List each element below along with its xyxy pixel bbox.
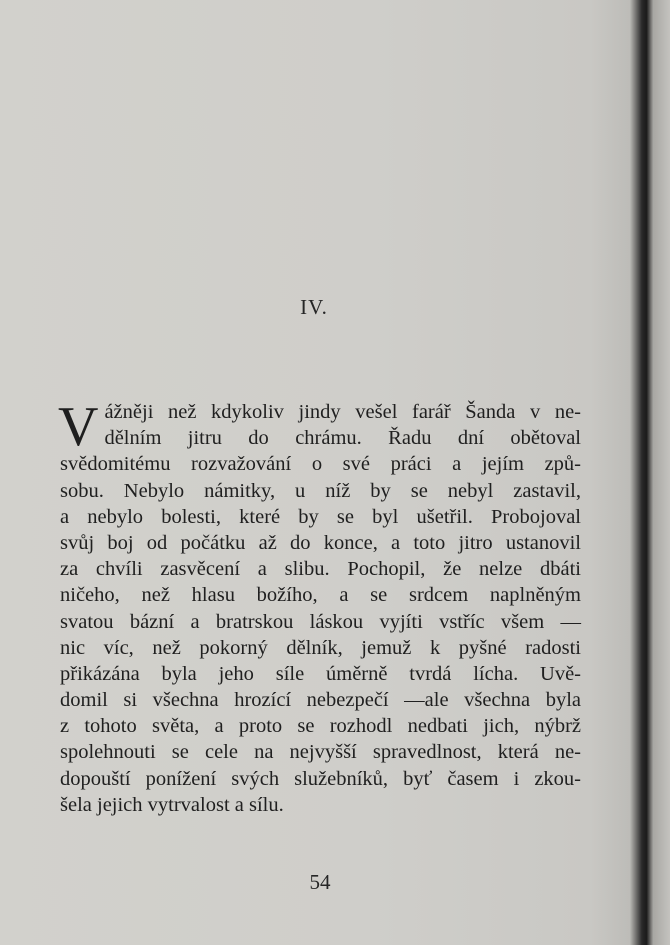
text-line: spolehnouti se cele na nejvyšší spravedlnost, která ne- [60, 741, 581, 764]
text-line: domil si všechna hrozící nebezpečí —ale všechna byla [60, 689, 581, 712]
text-line: šela jejich vytrvalost a sílu. [60, 793, 284, 816]
text-line: ničeho, než hlasu božího, a se srdcem naplněným [60, 584, 581, 607]
body-paragraph [58, 396, 581, 818]
text-line: dopouští ponížení svých služebníků, byť časem i zkou- [60, 767, 581, 790]
text-line: ážněji než kdykoliv jindy vešel farář Šanda v ne- [104, 401, 581, 423]
text-line: z tohoto světa, a proto se rozhodl nedbati jich, nýbrž [60, 715, 581, 738]
text-line: a nebylo bolesti, které by se byl ušetřil. Probojoval [60, 505, 581, 528]
text-line: dělním jitru do chrámu. Řadu dní obětoval [104, 427, 581, 450]
text-line: za chvíli zasvěcení a slibu. Pochopil, že nelze dbáti [60, 558, 581, 581]
chapter-heading: IV. [300, 295, 328, 319]
drop-cap-lines [104, 399, 581, 451]
page-number: 54 [309, 870, 331, 894]
text-line: sobu. Nebylo námitky, u níž by se nebyl zastavil, [60, 479, 581, 502]
text-line: přikázána byla jeho síle úměrně tvrdá lícha. Uvě- [60, 662, 581, 685]
text-line: svědomitému rozvažování o své práci a jejím způ- [60, 453, 581, 476]
text-line: nic víc, než pokorný dělník, jemuž k pyšné radosti [60, 636, 581, 659]
drop-cap: V [58, 396, 99, 458]
text-line: svatou bázní a bratrskou láskou vyjíti vstříc všem — [60, 610, 581, 633]
text-line: svůj boj od počátku až do konce, a toto jitro ustanovil [60, 531, 581, 554]
